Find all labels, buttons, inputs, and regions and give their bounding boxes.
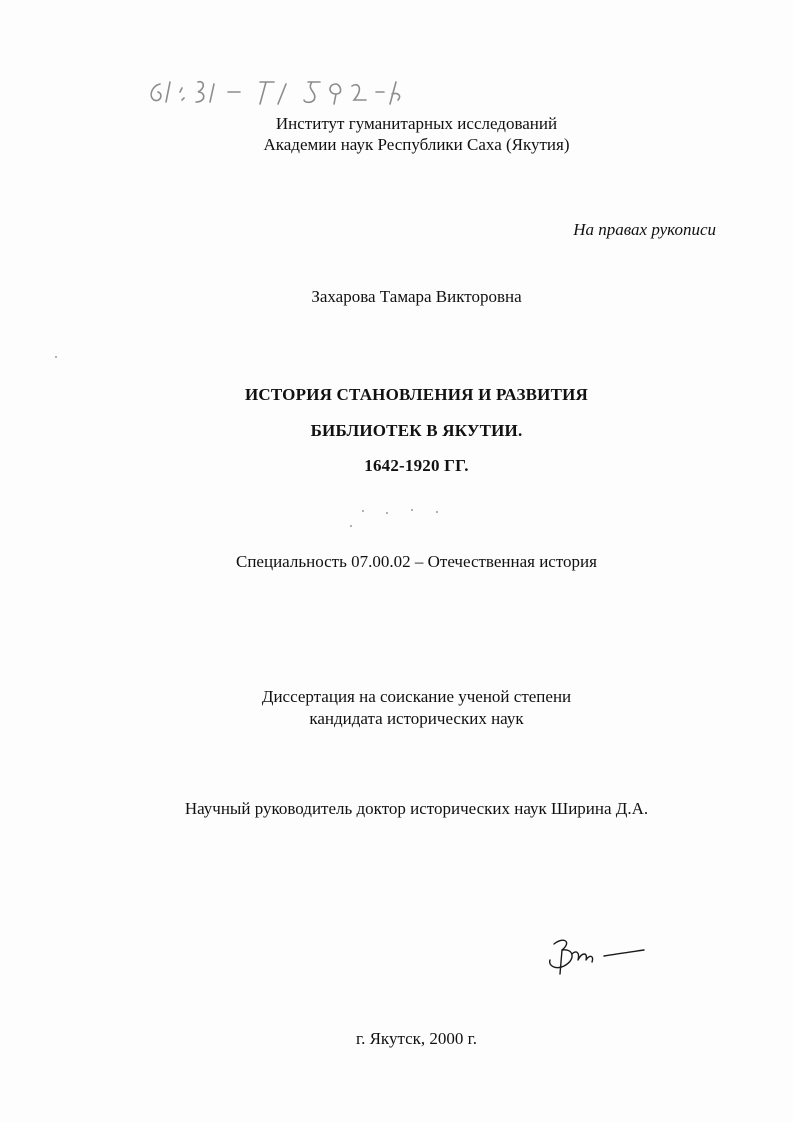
specialty: Специальность 07.00.02 – Отечественная история [236,552,597,571]
institute-name: Институт гуманитарных исследований [275,114,558,133]
scan-speck [55,356,57,358]
academy-name: Академии наук Республики Саха (Якутия) [263,135,570,154]
scientific-supervisor: Научный руководитель доктор исторических наук Ширина Д.А. [184,799,649,818]
city-and-year: г. Якутск, 2000 г. [356,1029,477,1048]
dissertation-degree-field: кандидата исторических наук [309,709,524,728]
scan-speck [436,511,438,513]
scan-speck [386,512,388,514]
author-signature [540,930,650,980]
title-line-1: ИСТОРИЯ СТАНОВЛЕНИЯ И РАЗВИТИЯ [244,385,589,404]
title-years: 1642-1920 ГГ. [364,456,469,475]
scan-speck [411,509,413,511]
title-line-2: БИБЛИОТЕК В ЯКУТИИ. [310,421,523,440]
scan-speck [362,510,364,512]
dissertation-degree: Диссертация на соискание ученой степени [261,687,572,706]
scan-speck [350,525,352,527]
author-name: Захарова Тамара Викторовна [311,287,522,306]
manuscript-rights-note: На правах рукописи [573,220,716,239]
handwritten-catalog-code [140,70,520,110]
